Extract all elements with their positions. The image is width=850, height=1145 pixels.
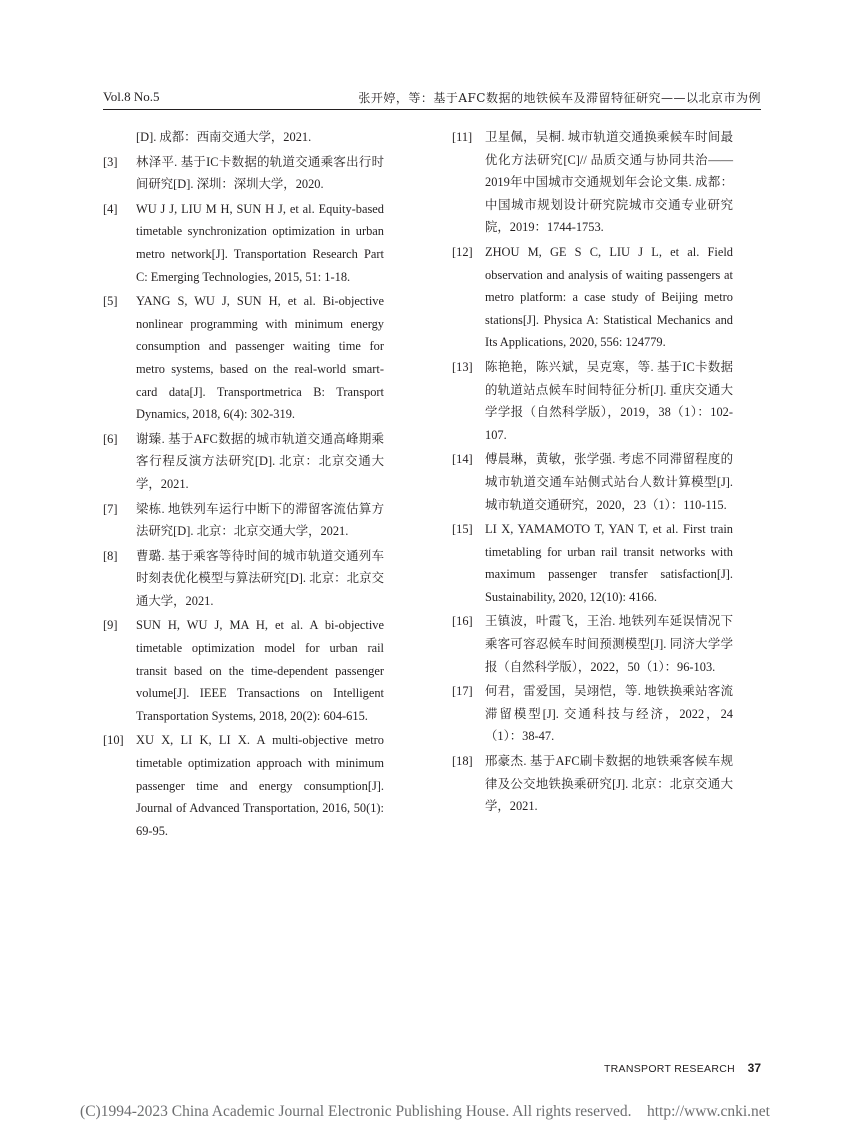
reference-item <box>103 151 384 196</box>
reference-number: [14] <box>452 452 473 467</box>
reference-item <box>452 448 733 516</box>
reference-number <box>103 126 136 149</box>
reference-item <box>103 198 384 288</box>
reference-text: 邢豪杰. 基于AFC刷卡数据的地铁乘客候车规律及公交地铁换乘研究[J]. 北京：北京交通大学，2021. <box>485 754 733 814</box>
reference-number: [17] <box>452 684 473 699</box>
reference-number: [11] <box>452 130 473 144</box>
reference-item <box>103 614 384 727</box>
reference-number: [13] <box>452 359 473 374</box>
reference-item <box>452 126 733 239</box>
reference-number: [8] <box>103 548 118 563</box>
reference-item <box>103 126 384 149</box>
reference-number: [15] <box>452 522 473 537</box>
reference-text: 傅晨琳，黄敏，张学强. 考虑不同滞留程度的城市轨道交通车站侧式站台人数计算模型[J]. 城市轨道交通研究，2020，23（1）：110-115. <box>485 452 733 512</box>
reference-number: [4] <box>103 201 118 216</box>
reference-item <box>103 729 384 842</box>
reference-number: [18] <box>452 754 473 769</box>
reference-number: [6] <box>103 431 118 446</box>
reference-text: 何君，雷爱国，吴翊恺，等. 地铁换乘站客流滞留模型[J]. 交通科技与经济，2022，24（1）：38-47. <box>485 684 733 744</box>
copyright-notice: (C)1994-2023 China Academic Journal Electronic Publishing House. All rights reserved. http://www.cnki.net <box>80 1103 770 1120</box>
reference-item <box>452 518 733 608</box>
reference-item <box>452 241 733 354</box>
header-divider <box>103 109 761 110</box>
reference-number: [3] <box>103 154 118 169</box>
reference-number: [7] <box>103 501 118 516</box>
reference-text: XU X, LI K, LI X. A multi-objective metro timetable optimization approach with minimum passenger time and energy consumption[J]. Journal of Advanced Transportation, 2016, 50(1): 69-95. <box>136 733 384 838</box>
reference-item <box>103 498 384 543</box>
running-title: 张开婷，等：基于AFC数据的地铁候车及滞留特征研究——以北京市为例 <box>358 91 761 105</box>
volume-issue: Vol.8 No.5 <box>103 89 160 104</box>
reference-item <box>452 750 733 818</box>
reference-text: [D]. 成都：西南交通大学，2021. <box>136 130 312 144</box>
reference-number: [5] <box>103 294 118 309</box>
reference-text: 陈艳艳，陈兴斌，吴克寒，等. 基于IC卡数据的轨道站点候车时间特征分析[J]. 重庆交通大学学报（自然科学版），2019，38（1）：102-107. <box>485 359 733 442</box>
page-number: 37 <box>747 1061 761 1075</box>
reference-text: 卫星佩，吴桐. 城市轨道交通换乘候车时间最优化方法研究[C]// 品质交通与协同共治——2019年中国城市交通规划年会论文集. 成都：中国城市规划设计研究院城市交通专业研究院，2019：1744-1753. <box>485 130 733 235</box>
references-column-left <box>103 126 384 844</box>
reference-number: [10] <box>103 733 124 748</box>
reference-number: [16] <box>452 614 473 629</box>
reference-text: 谢臻. 基于AFC数据的城市轨道交通高峰期乘客行程反演方法研究[D]. 北京：北京交通大学，2021. <box>136 431 384 491</box>
journal-name: TRANSPORT RESEARCH <box>603 1063 735 1075</box>
reference-item <box>452 610 733 678</box>
reference-text: YANG S, WU J, SUN H, et al. Bi-objective nonlinear programming with minimum energy consumption and passenger waiting time for metro systems, based on the real-world smart-card data[J]. Transportmetrica B: Transport Dynamics, 2018, 6(4): 302-319. <box>136 294 384 422</box>
reference-item <box>103 428 384 496</box>
references-column-right <box>452 126 733 820</box>
reference-number: [12] <box>452 244 473 259</box>
reference-text: WU J J, LIU M H, SUN H J, et al. Equity-based timetable synchronization optimization in urban metro network[J]. Transportation Research Part C: Emerging Technologies, 2015, 51: 1-18. <box>136 201 384 284</box>
reference-item <box>103 545 384 613</box>
reference-text: SUN H, WU J, MA H, et al. A bi-objective timetable optimization model for urban rail transit based on the time-dependent passenger volume[J]. IEEE Transactions on Intelligent Transportation Systems, 2018, 20(2): 604-615. <box>136 618 384 723</box>
reference-text: 梁栋. 地铁列车运行中断下的滞留客流估算方法研究[D]. 北京：北京交通大学，2021. <box>136 501 384 539</box>
reference-text: LI X, YAMAMOTO T, YAN T, et al. First train timetabling for urban rail transit networks with maximum passenger transfer satisfaction[J]. Sustainability, 2020, 12(10): 4166. <box>485 522 733 604</box>
reference-text: 曹璐. 基于乘客等待时间的城市轨道交通列车时刻表优化模型与算法研究[D]. 北京：北京交通大学，2021. <box>136 548 384 608</box>
reference-text: 林泽平. 基于IC卡数据的轨道交通乘客出行时间研究[D]. 深圳：深圳大学，2020. <box>136 154 384 192</box>
reference-number: [9] <box>103 618 118 633</box>
reference-item <box>452 680 733 748</box>
reference-item <box>452 356 733 446</box>
reference-text: 王镇波，叶霞飞，王治. 地铁列车延误情况下乘客可容忍候车时间预测模型[J]. 同济大学学报（自然科学版），2022，50（1）：96-103. <box>485 614 733 674</box>
reference-item <box>103 290 384 426</box>
reference-text: ZHOU M, GE S C, LIU J L, et al. Field observation and analysis of waiting passengers at metro platform: a case study of Beijing metro stations[J]. Physica A: Statistical Mechanics and Its Applications, 2020, 556: 124779. <box>485 244 733 350</box>
